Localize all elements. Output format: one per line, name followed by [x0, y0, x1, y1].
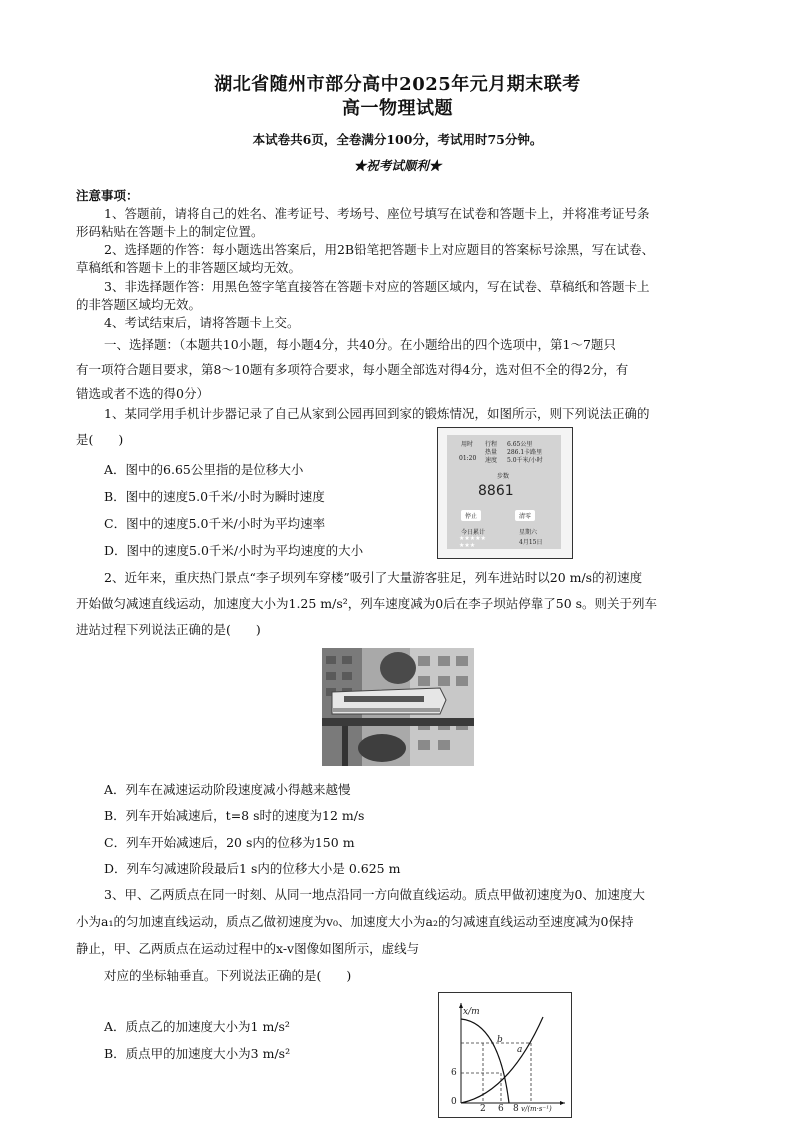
cal-value: 286.1卡路里 — [507, 449, 543, 456]
q3-stem: 小为a₁的匀加速直线运动，质点乙做初速度为v₀、加速度大小为a₂的匀减速直线运动至速度减为0保持 — [76, 914, 634, 929]
notice-line: 2、选择题的作答：每小题选出答案后，用2B铅笔把答题卡上对应题目的答案标号涂黑，写在试卷、 — [104, 242, 655, 257]
wish-line: ★祝考试顺利★ — [353, 158, 442, 173]
notice-line: 的非答题区域均无效。 — [76, 297, 202, 312]
star-rating: ★★★ — [459, 542, 476, 549]
exam-title: 湖北省随州市部分高中2025年元月期末联考 — [214, 74, 581, 95]
train-building-image — [322, 648, 474, 766]
notice-line: 1、答题前，请将自己的姓名、准考证号、考场号、座位号填写在试卷和答题卡上，并将准考证号条 — [104, 206, 650, 221]
q2-option-b: B．列车开始减速后，t=8 s时的速度为12 m/s — [104, 808, 365, 823]
y-tick-label: 6 — [451, 1068, 457, 1078]
dist-value: 6.65公里 — [507, 441, 533, 448]
dist-label: 行程 — [485, 441, 498, 448]
reset-button[interactable]: 清零 — [515, 510, 535, 521]
curve-b-label: b — [497, 1035, 503, 1045]
notice-line: 4、考试结束后，请将答题卡上交。 — [104, 315, 300, 330]
x-tick-label: 6 — [498, 1104, 504, 1114]
q2-option-a: A．列车在减速运动阶段速度减小得越来越慢 — [104, 782, 351, 797]
q1-stem: 是( ) — [76, 432, 124, 447]
q2-stem: 进站过程下列说法正确的是( ) — [76, 622, 261, 637]
q2-option-c: C．列车开始减速后，20 s内的位移为150 m — [104, 835, 355, 850]
x-tick-label: 8 — [513, 1104, 519, 1114]
date: 4月15日 — [519, 539, 543, 546]
star-rating: ★★★★★ — [459, 535, 486, 542]
pedometer-screenshot — [437, 427, 573, 559]
notice-line: 3、非选择题作答：用黑色签字笔直接答在答题卡对应的答题区域内，写在试卷、草稿纸和答题卡上 — [104, 279, 650, 294]
time-label: 用时 — [461, 441, 474, 448]
q3-option-a: A．质点乙的加速度大小为1 m/s² — [104, 1019, 290, 1034]
speed-label: 速度 — [485, 457, 498, 464]
subject-title: 高一物理试题 — [342, 98, 453, 119]
y-axis-label: x/m — [463, 1007, 480, 1017]
q2-option-d: D．列车匀减速阶段最后1 s内的位移大小是 0.625 m — [104, 861, 401, 876]
steps-value: 8861 — [478, 483, 514, 499]
section-instructions: 错选或者不选的得0分） — [76, 386, 209, 401]
q2-stem: 开始做匀减速直线运动，加速度大小为1.25 m/s²，列车速度减为0后在李子坝站停靠了50 s。则关于列车 — [76, 596, 658, 611]
q1-stem: 1、某同学用手机计步器记录了自己从家到公园再回到家的锻炼情况，如图所示，则下列说法正确的 — [104, 406, 650, 421]
xv-graph — [438, 992, 572, 1118]
q3-stem: 3、甲、乙两质点在同一时刻、从同一地点沿同一方向做直线运动。质点甲做初速度为0、加速度大 — [104, 887, 645, 902]
cal-label: 热量 — [485, 449, 498, 456]
curve-a-label: a — [517, 1045, 523, 1055]
exam-info: 本试卷共6页，全卷满分100分，考试用时75分钟。 — [252, 132, 543, 147]
pedometer-screen — [447, 435, 561, 549]
section-instructions: 一、选择题：（本题共10小题，每小题4分，共40分。在小题给出的四个选项中，第1～7题只 — [104, 337, 616, 352]
today-label: 今日累计 — [461, 529, 486, 536]
weekday: 星期六 — [519, 529, 538, 536]
time-value: 01:20 — [459, 455, 477, 462]
q3-stem: 静止，甲、乙两质点在运动过程中的x-v图像如图所示，虚线与 — [76, 941, 420, 956]
speed-value: 5.0千米/小时 — [507, 457, 543, 464]
origin-label: 0 — [451, 1097, 457, 1107]
section-instructions: 有一项符合题目要求，第8～10题有多项符合要求，每小题全部选对得4分，选对但不全的得2分，有 — [76, 362, 629, 377]
x-axis-label: v/(m·s⁻¹) — [521, 1105, 552, 1113]
q2-stem: 2、近年来，重庆热门景点“李子坝列车穿楼”吸引了大量游客驻足，列车进站时以20 m/s的初速度 — [104, 570, 643, 585]
q3-option-b: B．质点甲的加速度大小为3 m/s² — [104, 1046, 291, 1061]
train-photo — [322, 648, 474, 766]
q1-option-d: D．图中的速度5.0千米/小时为平均速度的大小 — [104, 543, 364, 558]
steps-label: 步数 — [497, 473, 510, 480]
notice-heading: 注意事项： — [76, 188, 139, 203]
q1-option-c: C．图中的速度5.0千米/小时为平均速率 — [104, 516, 326, 531]
q1-option-a: A．图中的6.65公里指的是位移大小 — [104, 462, 304, 477]
notice-line: 形码粘贴在答题卡上的制定位置。 — [76, 224, 264, 239]
notice-line: 草稿纸和答题卡上的非答题区域均无效。 — [76, 260, 302, 275]
q3-stem: 对应的坐标轴垂直。下列说法正确的是( ) — [104, 968, 352, 983]
x-tick-label: 2 — [480, 1104, 486, 1114]
q1-option-b: B．图中的速度5.0千米/小时为瞬时速度 — [104, 489, 325, 504]
stop-button[interactable]: 停止 — [461, 510, 481, 521]
xv-graph-svg — [439, 993, 571, 1117]
